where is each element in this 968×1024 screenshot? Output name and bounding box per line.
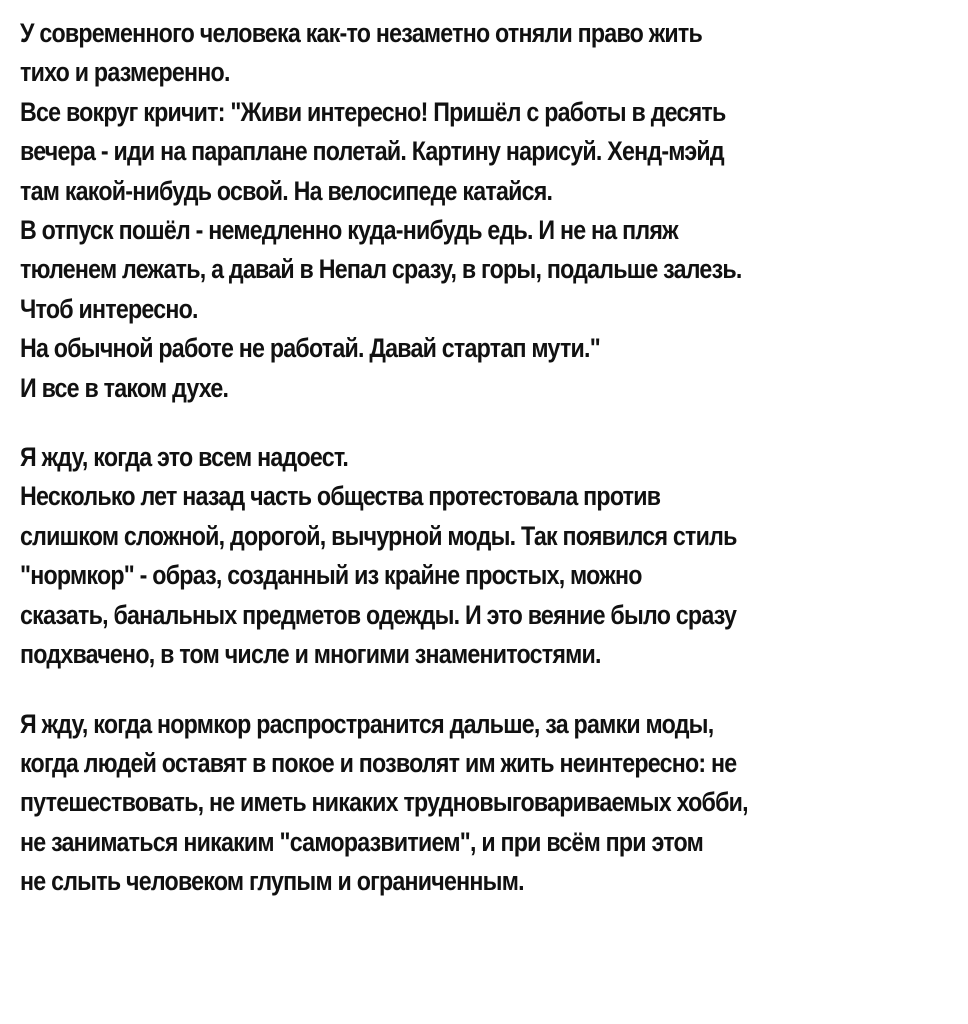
paragraph-spacer	[20, 675, 956, 705]
paragraph-1	[20, 14, 956, 408]
text-body	[20, 14, 956, 902]
text-line: когда людей оставят в покое и позволят им жить неинтересно: не	[20, 747, 737, 778]
text-line: путешествовать, не иметь никаких трудновыговариваемых хобби,	[20, 787, 748, 818]
text-line: Несколько лет назад часть общества протестовала против	[20, 481, 661, 512]
text-line: сказать, банальных предметов одежды. И это веяние было сразу	[20, 599, 737, 630]
text-line: подхвачено, в том числе и многими знаменитостями.	[20, 639, 601, 670]
text-line: Я жду, когда нормкор распространится дальше, за рамки моды,	[20, 708, 714, 739]
text-line: Чтоб интересно.	[20, 293, 198, 324]
text-line: тюленем лежать, а давай в Непал сразу, в горы, подальше залезь.	[20, 254, 742, 285]
text-line: В отпуск пошёл - немедленно куда-нибудь едь. И не на пляж	[20, 215, 678, 246]
text-line: На обычной работе не работай. Давай стартап мути."	[20, 333, 600, 364]
paragraph-spacer	[20, 408, 956, 438]
text-line: вечера - иди на параплане полетай. Картину нарисуй. Хенд-мэйд	[20, 136, 724, 167]
text-line: тихо и размеренно.	[20, 57, 230, 88]
text-line: Все вокруг кричит: "Живи интересно! Пришёл с работы в десять	[20, 96, 726, 127]
text-line: "нормкор" - образ, созданный из крайне простых, можно	[20, 560, 642, 591]
text-line: не заниматься никаким "саморазвитием", и при всём при этом	[20, 826, 704, 857]
text-document	[20, 14, 824, 902]
text-line: У современного человека как-то незаметно отняли право жить	[20, 18, 703, 48]
text-line: Я жду, когда это всем надоест.	[20, 442, 349, 473]
text-line: слишком сложной, дорогой, вычурной моды. Так появился стиль	[20, 520, 737, 551]
text-line: не слыть человеком глупым и ограниченным.	[20, 866, 524, 897]
paragraph-3	[20, 705, 956, 902]
paragraph-2	[20, 438, 956, 674]
text-line: там какой-нибудь освой. На велосипеде катайся.	[20, 175, 553, 206]
text-line: И все в таком духе.	[20, 372, 229, 403]
